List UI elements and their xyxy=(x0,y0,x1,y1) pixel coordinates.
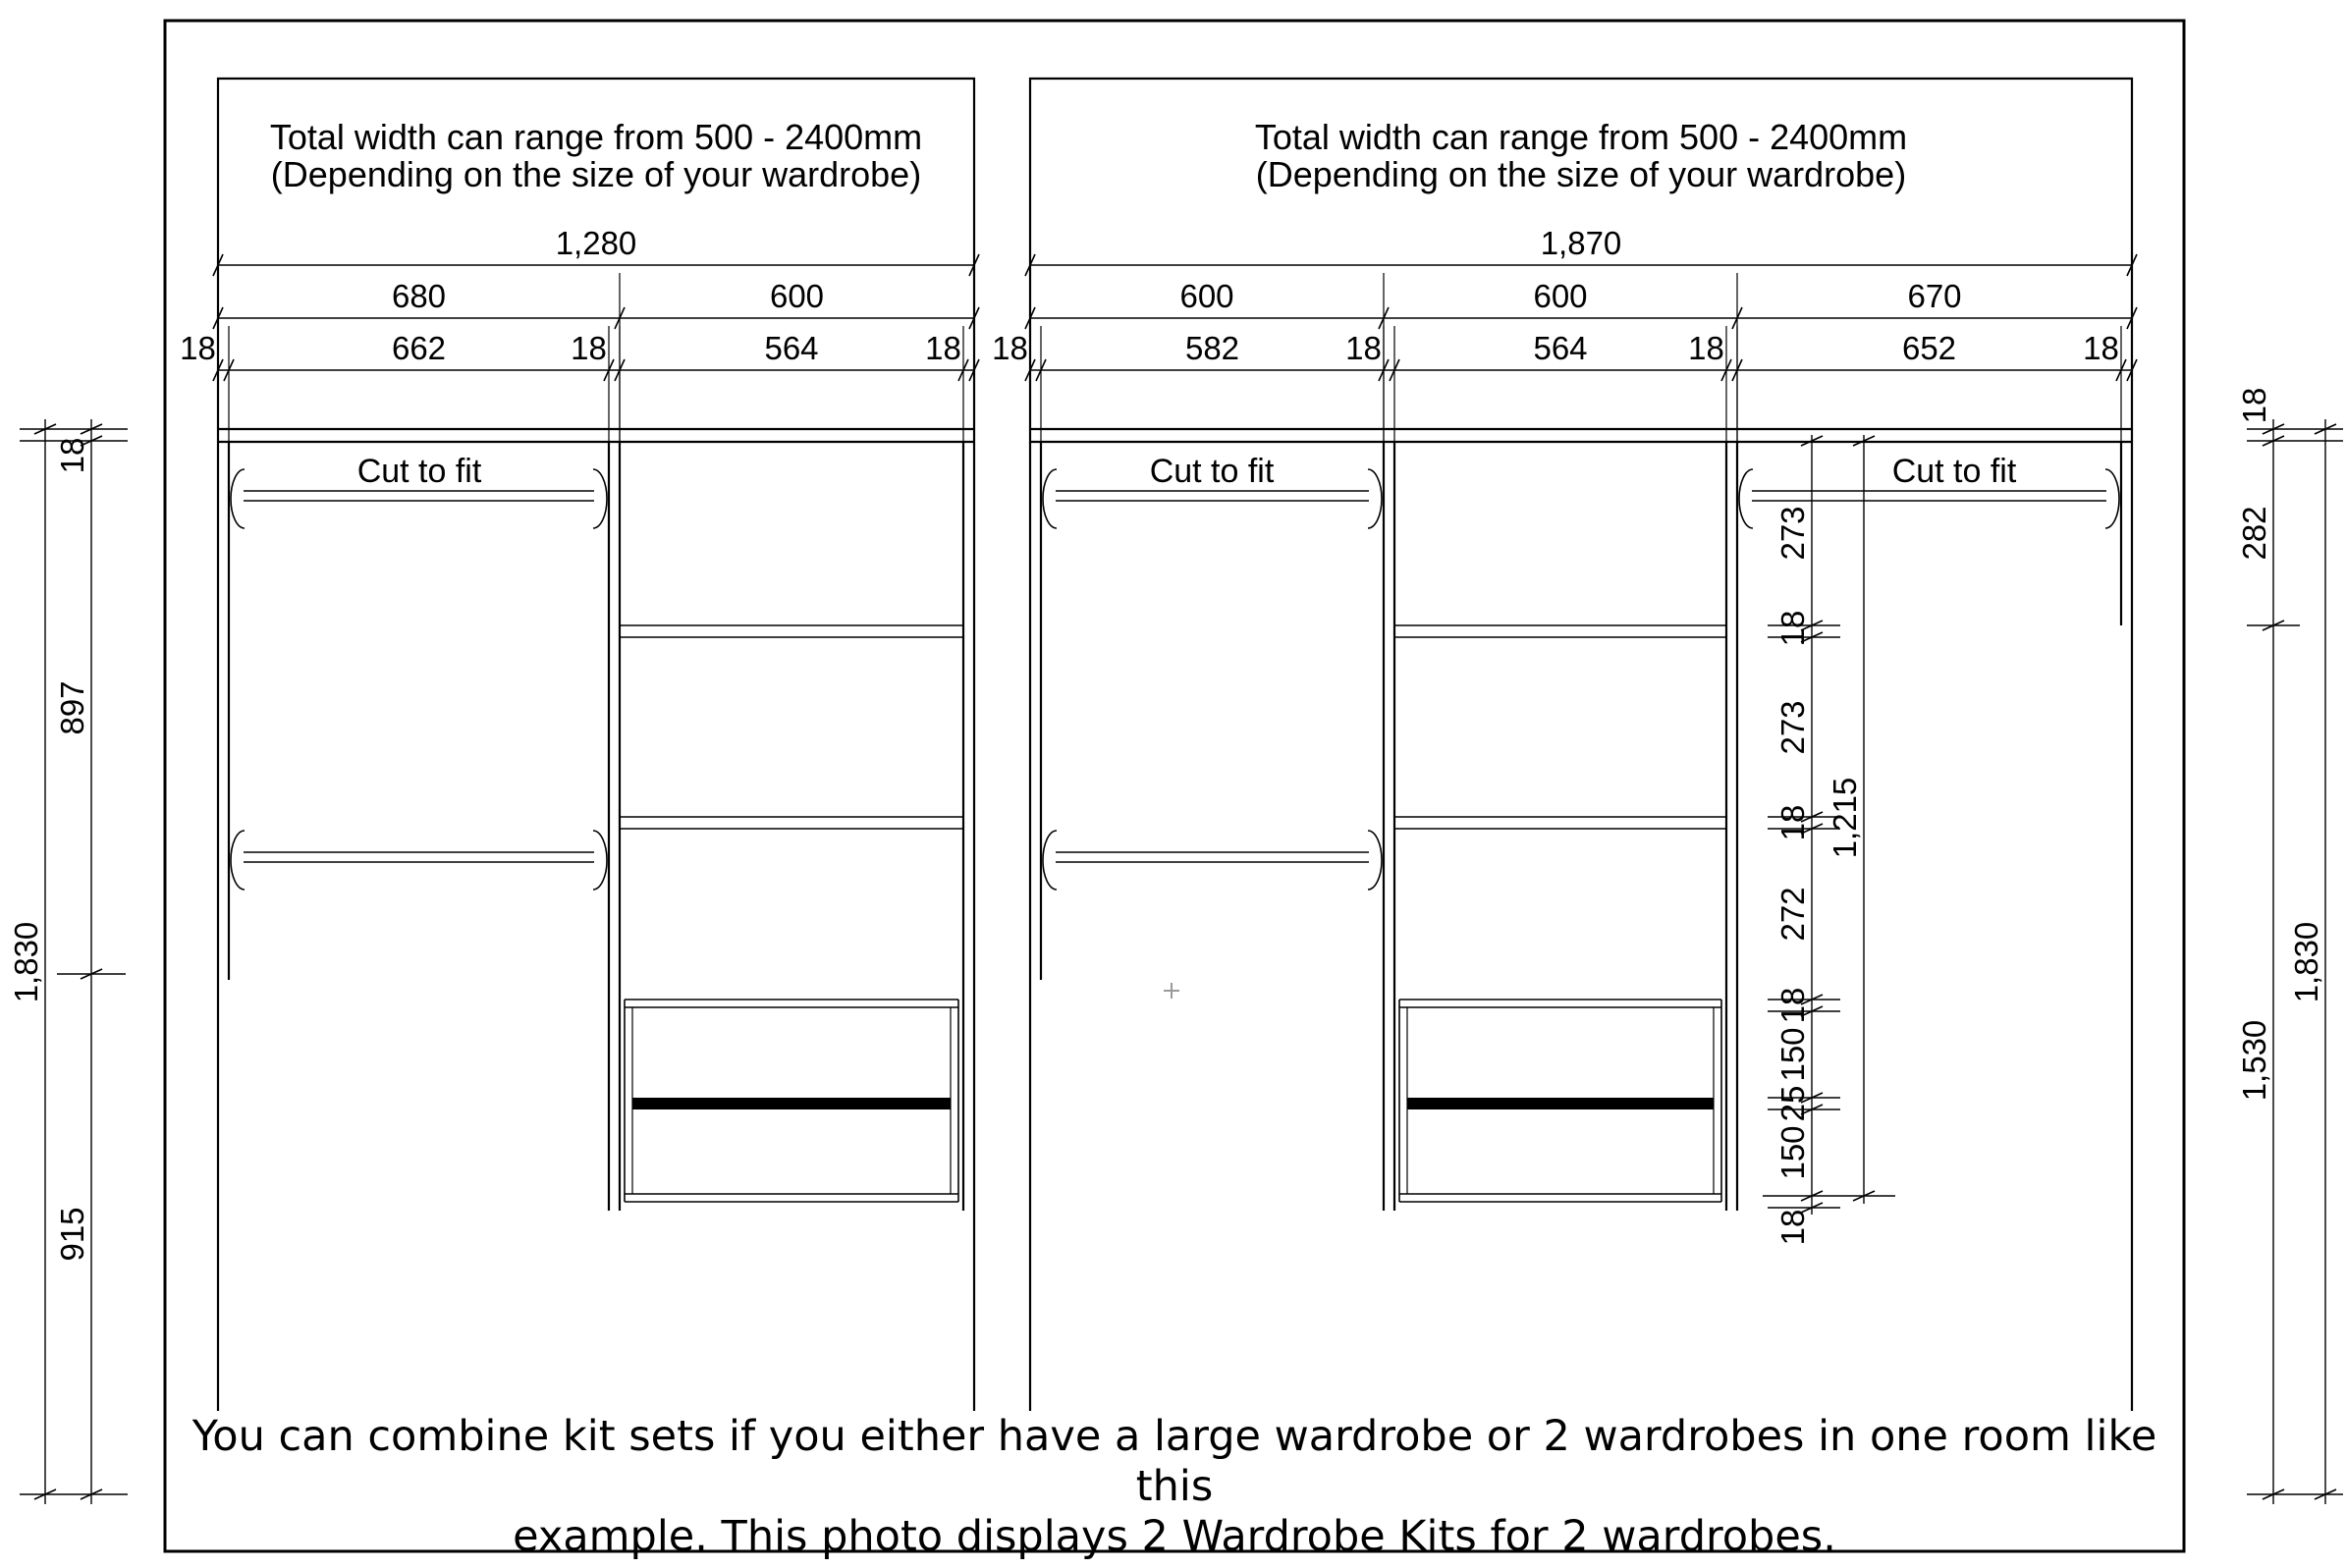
wardrobe-kit-1-panel-width-label: 564 xyxy=(764,330,819,366)
kit2-column-dim: 18 xyxy=(1774,804,1811,841)
wardrobe-kit-1-total-width-label: 1,280 xyxy=(555,225,637,261)
kit2-column-dim: 150 xyxy=(1774,1027,1811,1082)
wardrobe-kit-2-section-width-label: 600 xyxy=(1179,278,1234,314)
wardrobe-kit-2-header-line-2: (Depending on the size of your wardrobe) xyxy=(1255,154,1907,194)
rail-bracket xyxy=(1368,469,1382,528)
wardrobe-kit-1-cut-to-fit-label: Cut to fit xyxy=(356,453,482,490)
kit2-column-dim: 18 xyxy=(1774,1209,1811,1246)
rail-bracket xyxy=(1043,469,1057,528)
bottom-caption xyxy=(165,1412,2184,1562)
wardrobe-kit-2-panel-width-label: 564 xyxy=(1533,330,1588,366)
wardrobe-kit-1-panel-width-label: 18 xyxy=(180,330,216,366)
wardrobe-kit-2-panel-width-label: 652 xyxy=(1901,330,1957,366)
rail-bracket xyxy=(231,831,245,890)
wardrobe-kit-1-header-line-1: Total width can range from 500 - 2400mm xyxy=(269,117,923,157)
wardrobe-kit-2-panel-width-label: 18 xyxy=(1688,330,1724,366)
rail-bracket xyxy=(593,469,607,528)
rail-bracket xyxy=(231,469,245,528)
wardrobe-kit-1-outline xyxy=(218,79,974,1411)
kit2-column-dim: 18 xyxy=(1774,610,1811,647)
drawer-gap-band xyxy=(632,1098,951,1109)
kit1-lower-section-dim: 915 xyxy=(54,1207,90,1262)
wardrobe-kit-1-panel-width-label: 662 xyxy=(391,330,447,366)
drawer-gap-band xyxy=(1407,1098,1714,1109)
wardrobe-kit-2-header-line-1: Total width can range from 500 - 2400mm xyxy=(1254,117,1908,157)
wardrobe-kit-2-total-width-label: 1,870 xyxy=(1540,225,1622,261)
wardrobe-kit-2-panel-width-label: 18 xyxy=(2083,330,2119,366)
kit2-lower-section-dim: 1,530 xyxy=(2236,1019,2272,1102)
wardrobe-kit-1-section-width-label: 600 xyxy=(769,278,825,314)
kit2-column-dim: 150 xyxy=(1774,1125,1811,1180)
kit2-column-total-dim: 1,215 xyxy=(1827,777,1863,859)
wardrobe-kit-2-cut-to-fit-label: Cut to fit xyxy=(1149,453,1275,490)
rail-bracket xyxy=(2105,469,2119,528)
wardrobe-kit-2-cut-to-fit-label: Cut to fit xyxy=(1891,453,2017,490)
caption-line-2: example. This photo displays 2 Wardrobe Kits for 2 wardrobes. xyxy=(513,1512,1836,1561)
wardrobe-kit-1-section-width-label: 680 xyxy=(391,278,447,314)
kit2-column-dim: 18 xyxy=(1774,987,1811,1024)
wardrobe-kit-2-section-width-label: 600 xyxy=(1533,278,1588,314)
wardrobe-kit-2-panel-width-label: 582 xyxy=(1184,330,1240,366)
kit1-total-height-dim: 1,830 xyxy=(8,921,44,1003)
kit2-column-dim: 272 xyxy=(1774,887,1811,942)
kit1-upper-section-dim: 897 xyxy=(54,680,90,735)
wardrobe-kit-2-section-width-label: 670 xyxy=(1907,278,1962,314)
wardrobe-kit-1-panel-width-label: 18 xyxy=(571,330,607,366)
rail-bracket xyxy=(1368,831,1382,890)
kit1-top-panel-dim: 18 xyxy=(54,437,90,474)
rail-bracket xyxy=(1739,469,1753,528)
caption-line-1: You can combine kit sets if you either have a large wardrobe or 2 wardrobes in one room like this xyxy=(191,1412,2157,1511)
wardrobe-kit-2-panel-width-label: 18 xyxy=(1345,330,1382,366)
kit2-top-panel-dim: 18 xyxy=(2236,387,2272,424)
rail-bracket xyxy=(593,831,607,890)
kit2-column-dim: 25 xyxy=(1774,1085,1811,1122)
kit2-rail-section-dim: 282 xyxy=(2236,506,2272,561)
wardrobe-kit-1-header-line-2: (Depending on the size of your wardrobe) xyxy=(270,154,922,194)
kit2-column-dim: 273 xyxy=(1774,506,1811,561)
wardrobe-kit-2-panel-width-label: 18 xyxy=(992,330,1028,366)
page-border xyxy=(165,21,2184,1551)
kit2-total-height-dim: 1,830 xyxy=(2288,921,2324,1003)
kit2-column-dim: 273 xyxy=(1774,700,1811,755)
rail-bracket xyxy=(1043,831,1057,890)
wardrobe-kit-1-panel-width-label: 18 xyxy=(925,330,961,366)
